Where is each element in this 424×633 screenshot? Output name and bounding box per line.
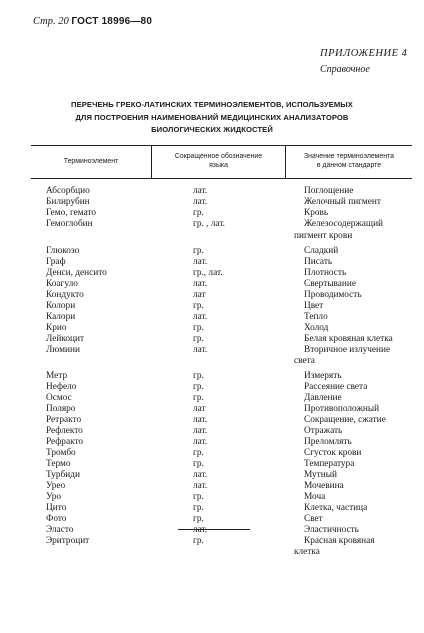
- table-row: [0, 382, 424, 393]
- language-cell: лат.: [193, 470, 208, 480]
- language-cell: гр.: [193, 208, 204, 218]
- meaning-cell: Свет: [304, 514, 323, 524]
- term-cell: Осмос: [46, 393, 72, 403]
- table-row: [0, 393, 424, 404]
- meaning-cell: Сладкий: [304, 246, 339, 256]
- term-cell: Калори: [46, 312, 76, 322]
- title-line: ДЛЯ ПОСТРОЕНИЯ НАИМЕНОВАНИЙ МЕДИЦИНСКИХ АНАЛИЗАТОРОВ: [75, 112, 349, 122]
- table-row: [0, 459, 424, 470]
- table-row: [0, 415, 424, 426]
- term-cell: Глюкозо: [46, 246, 80, 256]
- table-row: [0, 323, 424, 334]
- term-cell: Абсорбцио: [46, 186, 90, 196]
- term-cell: Цито: [46, 503, 67, 513]
- term-cell: Люмини: [46, 345, 80, 355]
- table-row: [0, 219, 424, 230]
- term-cell: Поляро: [46, 404, 76, 414]
- table-header-bottom-rule: [31, 178, 412, 179]
- meaning-cell: Давление: [304, 393, 342, 403]
- language-cell: лат.: [193, 345, 208, 355]
- table-row: [0, 503, 424, 514]
- term-cell: Гемо, гемато: [46, 208, 97, 218]
- table-row: [0, 301, 424, 312]
- term-cell: Фото: [46, 514, 67, 524]
- table-row: [0, 268, 424, 279]
- meaning-cell: Моча: [304, 492, 326, 502]
- term-cell: Коагуло: [46, 279, 78, 289]
- term-cell: Уро: [46, 492, 62, 502]
- language-cell: лат.: [193, 257, 208, 267]
- table-row: [0, 404, 424, 415]
- meaning-cell: Тепло: [304, 312, 328, 322]
- language-cell: лат.: [193, 525, 208, 535]
- table-row: [0, 536, 424, 547]
- page-number: Стр. 20: [33, 16, 69, 27]
- language-cell: гр.: [193, 514, 204, 524]
- meaning-cell: Писать: [304, 257, 333, 267]
- meaning-cell: Противоположный: [304, 404, 380, 414]
- term-cell: Эритроцит: [46, 536, 90, 546]
- table-row: [0, 345, 424, 356]
- meaning-cell: Цвет: [304, 301, 324, 311]
- meaning-cell: Мочевина: [304, 481, 344, 491]
- language-cell: гр.: [193, 382, 204, 392]
- table-row: [0, 231, 424, 242]
- term-cell: Колори: [46, 301, 76, 311]
- term-cell: Турбиди: [46, 470, 80, 480]
- meaning-cell: Поглощение: [304, 186, 354, 196]
- term-cell: Рефлекто: [46, 426, 83, 436]
- term-cell: Уреo: [46, 481, 66, 491]
- meaning-cell: Эластичность: [304, 525, 359, 535]
- meaning-cell: Свертывание: [304, 279, 356, 289]
- table-row: [0, 312, 424, 323]
- term-cell: Метр: [46, 371, 68, 381]
- meaning-cell: Преломлять: [304, 437, 352, 447]
- standard-number: ГОСТ 18996—80: [71, 16, 153, 27]
- column-header-meaning: Значение терминоэлемента в данном стандарте: [304, 153, 394, 169]
- language-cell: гр. , лат.: [193, 219, 225, 229]
- language-cell: лат.: [193, 186, 208, 196]
- language-cell: гр.: [193, 334, 204, 344]
- table-top-rule: [31, 145, 412, 146]
- meaning-cell: Кровь: [304, 208, 329, 218]
- language-cell: лат.: [193, 426, 208, 436]
- table-row: [0, 356, 424, 367]
- term-cell: Гемоглобин: [46, 219, 93, 229]
- table-row: [0, 492, 424, 503]
- document-title: [30, 99, 394, 137]
- meaning-cell: Сгусток крови: [304, 448, 362, 458]
- meaning-cell: Отражать: [304, 426, 343, 436]
- table-row: [0, 525, 424, 536]
- meaning-cell: Мутный: [304, 470, 337, 480]
- language-cell: гр., лат.: [193, 268, 223, 278]
- table-row: [0, 547, 424, 558]
- language-cell: лат.: [193, 279, 208, 289]
- language-cell: гр.: [193, 536, 204, 546]
- meaning-cell: Сокращение, сжатие: [304, 415, 386, 425]
- meaning-cell: Измерять: [304, 371, 342, 381]
- term-cell: Ретракто: [46, 415, 82, 425]
- meaning-cell: Температура: [304, 459, 355, 469]
- meaning-cell: Холод: [304, 323, 329, 333]
- meaning-cell: Белая кровяная клетка: [304, 334, 393, 344]
- term-cell: Рефракто: [46, 437, 84, 447]
- language-cell: гр.: [193, 301, 204, 311]
- column-header-language: Сокращенное обозначение языка: [174, 153, 263, 169]
- meaning-cell: пигмент крови: [294, 230, 353, 241]
- term-cell: Денси, денсито: [46, 268, 107, 278]
- table-row: [0, 246, 424, 257]
- language-cell: лат.: [193, 312, 208, 322]
- meaning-cell: клетка: [294, 547, 320, 557]
- table-row: [0, 426, 424, 437]
- language-cell: лат.: [193, 481, 208, 491]
- table-row: [0, 279, 424, 290]
- term-cell: Граф: [46, 257, 66, 267]
- term-cell: Билирубин: [46, 197, 90, 207]
- language-cell: лат.: [193, 437, 208, 447]
- table-row: [0, 371, 424, 382]
- term-cell: Кондукто: [46, 290, 84, 300]
- term-cell: Термо: [46, 459, 71, 469]
- language-cell: лат.: [193, 415, 208, 425]
- table-row: [0, 208, 424, 219]
- language-cell: лат: [193, 404, 206, 414]
- table-row: [0, 257, 424, 268]
- table-row: [0, 437, 424, 448]
- page-header: [33, 16, 152, 27]
- table-row: [0, 290, 424, 301]
- meaning-cell: света: [294, 356, 315, 366]
- language-cell: гр.: [193, 246, 204, 256]
- table-row: [0, 334, 424, 345]
- meaning-cell: Железосодержащий: [304, 219, 384, 229]
- term-cell: Лейкоцит: [46, 334, 85, 344]
- language-cell: гр.: [193, 371, 204, 381]
- language-cell: лат: [193, 290, 206, 300]
- meaning-cell: Рассеяние света: [304, 382, 368, 392]
- table-row: [0, 186, 424, 197]
- meaning-cell: Плотность: [304, 268, 347, 278]
- table-row: [0, 448, 424, 459]
- meaning-cell: Желочный пигмент: [304, 197, 381, 207]
- title-line: ПЕРЕЧЕНЬ ГРЕКО-ЛАТИНСКИХ ТЕРМИНОЭЛЕМЕНТОВ, ИСПОЛЬЗУЕМЫХ: [71, 100, 353, 109]
- language-cell: гр.: [193, 448, 204, 458]
- table-row: [0, 197, 424, 208]
- table-row: [0, 470, 424, 481]
- meaning-cell: Проводимость: [304, 290, 362, 300]
- appendix-subtitle: Справочное: [320, 64, 370, 75]
- table-row: [0, 514, 424, 525]
- column-header-term: Терминоэлемент: [63, 158, 119, 165]
- term-cell: Крио: [46, 323, 67, 333]
- language-cell: гр.: [193, 459, 204, 469]
- term-cell: Эласто: [46, 525, 74, 535]
- term-cell: Нефело: [46, 382, 77, 392]
- language-cell: гр.: [193, 503, 204, 513]
- language-cell: гр.: [193, 492, 204, 502]
- meaning-cell: Красная кровяная: [304, 536, 375, 546]
- table-row: [0, 481, 424, 492]
- meaning-cell: Вторичное излучение: [304, 345, 391, 355]
- appendix-title: ПРИЛОЖЕНИЕ 4: [320, 48, 408, 59]
- term-cell: Тромбо: [46, 448, 76, 458]
- meaning-cell: Клетка, частица: [304, 503, 368, 513]
- footer-rule: [178, 529, 250, 530]
- language-cell: гр.: [193, 323, 204, 333]
- language-cell: лат.: [193, 197, 208, 207]
- language-cell: гр.: [193, 393, 204, 403]
- title-line: БИОЛОГИЧЕСКИХ ЖИДКОСТЕЙ: [151, 125, 273, 134]
